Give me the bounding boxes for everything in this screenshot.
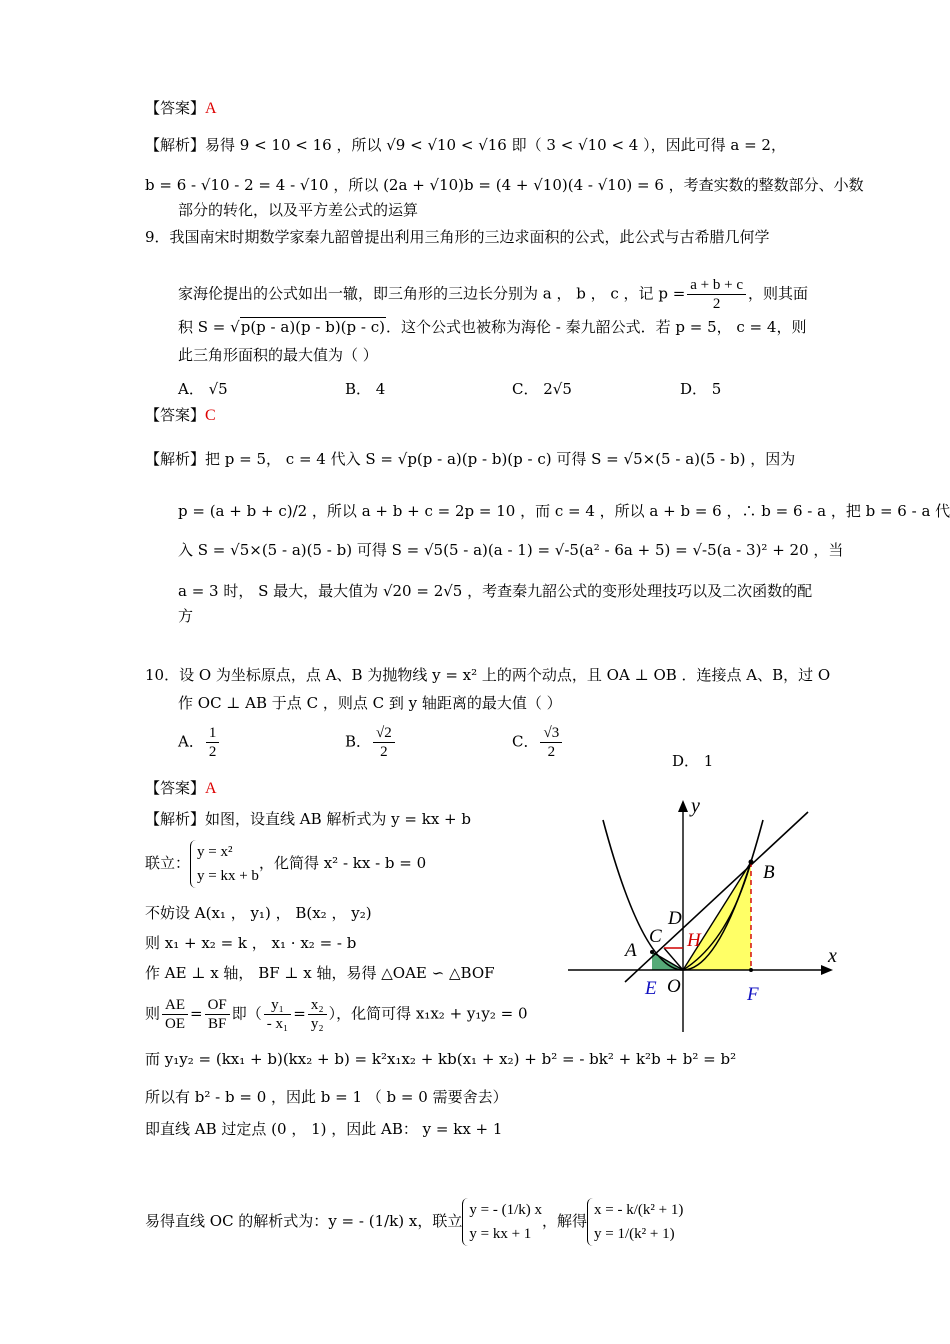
q9-option-b: B． 4 — [345, 380, 386, 398]
y1-x1-fraction: $\frac{\text{y₁}}{\text{- x₁}}$ — [264, 996, 291, 1033]
label-h: H — [687, 930, 701, 951]
q9-option-d: D． 5 — [680, 380, 722, 398]
parabola-figure — [563, 792, 853, 1042]
answer-label: 【答案】 — [145, 779, 206, 797]
label-c: C — [649, 926, 662, 947]
of-bf-fraction: $\frac{OF}{BF}$ — [205, 996, 230, 1033]
q9-stem-3 — [178, 316, 806, 338]
option-a-fraction: $\frac{1}{2}$ — [206, 724, 220, 761]
stem-text: ，则其面 — [748, 284, 809, 303]
q10-analysis-7: 而 y₁y₂ = (kx₁ + b)(kx₂ + b) = k²x₁x₂ + kb(x₁ + x₂) + b² = - bk² + k²b + b² = b² — [145, 1050, 737, 1068]
q8-analysis-3: 部分的转化，以及平方差公式的运算 — [178, 201, 419, 219]
analysis-label: 【解析】 — [145, 136, 206, 154]
q10-analysis-1: 【解析】如图，设直线 AB 解析式为 y = kx + b — [145, 810, 471, 828]
label-b: B — [763, 862, 775, 883]
answer-value: A — [205, 100, 217, 117]
q9-stem-4: 此三角形面积的最大值为（ ） — [178, 346, 378, 364]
stem-text: 家海伦提出的公式如出一辙，即三角形的三边长分别为 a ， b ， c ，记 p = — [178, 284, 686, 303]
answer-value: C — [205, 407, 216, 424]
solution-brace: x = - k/(k² + 1) y = 1/(k² + 1) — [587, 1198, 683, 1246]
label-a: A — [625, 940, 637, 961]
system-brace-2: y = - (1/k) x y = kx + 1 — [462, 1198, 542, 1246]
q9-analysis-2: p = (a + b + c)/2 ，所以 a + b + c = 2p = 10 ，而 c = 4 ，所以 a + b = 6 ，∴ b = 6 - a ，把 b = 6 - a 代 — [178, 502, 950, 520]
q10-option-b: B． $\frac{√2}{2}$ — [345, 724, 397, 761]
label-x: x — [828, 945, 837, 967]
q9-analysis-1 — [145, 448, 795, 470]
stem-text: 积 S = √ — [178, 318, 240, 336]
analysis-text: 易得 9 < 10 < 16 ，所以 √9 < √10 < √16 即（ 3 < √10 < 4 ），因此可得 a = 2， — [205, 136, 786, 154]
q9-option-c: C． 2√5 — [512, 380, 572, 398]
y-axis-arrow — [678, 800, 688, 812]
q10-answer — [145, 777, 217, 800]
q9-stem-1: 9．我国南宋时期数学家秦九韶曾提出利用三角形的三边求面积的公式，此公式与古希腊几何学 — [145, 228, 770, 246]
q9-answer — [145, 404, 216, 427]
p-fraction: $\frac{a + b + c}{2}$ — [687, 276, 746, 313]
q9-analysis-4: a = 3 时， S 最大，最大值为 √20 = 2√5 ，考查秦九韶公式的变形处理技巧以及二次函数的配 — [178, 582, 813, 600]
q9-option-a: A． √5 — [178, 380, 228, 398]
q9-analysis-3: 入 S = √5×(5 - a)(5 - b) 可得 S = √5(5 - a)(a - 1) = √-5(a² - 6a + 5) = √-5(a - 3)² + 20 ，当 — [178, 541, 844, 559]
answer-label: 【答案】 — [145, 406, 206, 424]
analysis-label: 【解析】 — [145, 450, 206, 468]
q10-option-a: A． $\frac{1}{2}$ — [178, 724, 221, 761]
label-f: F — [747, 984, 759, 1005]
stem-text: ．这个公式也被称为海伦 - 秦九韶公式．若 p = 5， c = 4，则 — [386, 318, 807, 336]
q10-stem-2: 作 OC ⊥ AB 于点 C ，则点 C 到 y 轴距离的最大值（ ） — [178, 694, 562, 712]
q10-analysis-2: 联立：y = x² y = kx + b，化简得 x² - kx - b = 0 — [145, 840, 426, 888]
answer-value: A — [205, 780, 217, 797]
oc-equation: y = - (1/k) x — [328, 1212, 418, 1230]
q8-answer — [145, 97, 217, 120]
q9-analysis-5: 方 — [178, 607, 194, 625]
q10-analysis-9: 即直线 AB 过定点 (0 ， 1) ，因此 AB： y = kx + 1 — [145, 1120, 503, 1138]
point-a — [650, 950, 654, 954]
label-o: O — [667, 976, 681, 997]
q10-analysis-8: 所以有 b² - b = 0 ，因此 b = 1 （ b = 0 需要舍去） — [145, 1088, 508, 1106]
q10-analysis-3: 不妨设 A(x₁ ， y₁) ， B(x₂ ， y₂) — [145, 904, 372, 922]
q10-option-d: D． 1 — [672, 752, 714, 770]
option-b-fraction: $\frac{√2}{2}$ — [373, 724, 395, 761]
label-y: y — [691, 795, 700, 817]
q10-analysis-5: 作 AE ⊥ x 轴， BF ⊥ x 轴，易得 △OAE ∽ △BOF — [145, 964, 495, 982]
label-d: D — [668, 908, 682, 929]
answer-label: 【答案】 — [145, 99, 206, 117]
radicand: p(p - a)(p - b)(p - c) — [240, 318, 385, 336]
ae-oe-fraction: $\frac{AE}{OE}$ — [162, 996, 188, 1033]
q9-stem-2 — [178, 276, 808, 313]
q10-analysis-4: 则 x₁ + x₂ = k ， x₁ · x₂ = - b — [145, 934, 357, 952]
analysis-text: 把 p = 5， c = 4 代入 S = √p(p - a)(p - b)(p - c) 可得 S = √5×(5 - a)(5 - b) ，因为 — [205, 450, 796, 468]
q10-analysis-10: 易得直线 OC 的解析式为：y = - (1/k) x，联立y = - (1/k) x y = kx + 1，解得x = - k/(k² + 1) y = 1/(k² + 1) — [145, 1198, 683, 1246]
q10-stem-1: 10．设 O 为坐标原点，点 A、B 为抛物线 y = x² 上的两个动点，且 OA ⊥ OB ．连接点 A、B，过 O — [145, 666, 831, 684]
option-c-fraction: $\frac{√3}{2}$ — [540, 724, 562, 761]
point-f — [749, 968, 753, 972]
q10-option-c: C． $\frac{√3}{2}$ — [512, 724, 564, 761]
q10-analysis-6: 则 $\frac{AE}{OE}$ = $\frac{OF}{BF}$ 即（ $\frac{\text{y₁}}{\text{- x₁}}$ = $\frac{\text{x₂}}{\text{y₂}}$ ），化简可得 x₁x₂ + y₁y₂ = 0 — [145, 997, 528, 1032]
point-b — [749, 860, 754, 865]
x2-y2-fraction: $\frac{\text{x₂}}{\text{y₂}}$ — [308, 996, 327, 1033]
system-brace: y = x² y = kx + b — [190, 840, 259, 888]
q8-analysis-2: b = 6 - √10 - 2 = 4 - √10 ，所以 (2a + √10)b = (4 + √10)(4 - √10) = 6 ，考查实数的整数部分、小数 — [145, 176, 864, 194]
q8-analysis-1 — [145, 134, 786, 156]
label-e: E — [645, 978, 657, 999]
